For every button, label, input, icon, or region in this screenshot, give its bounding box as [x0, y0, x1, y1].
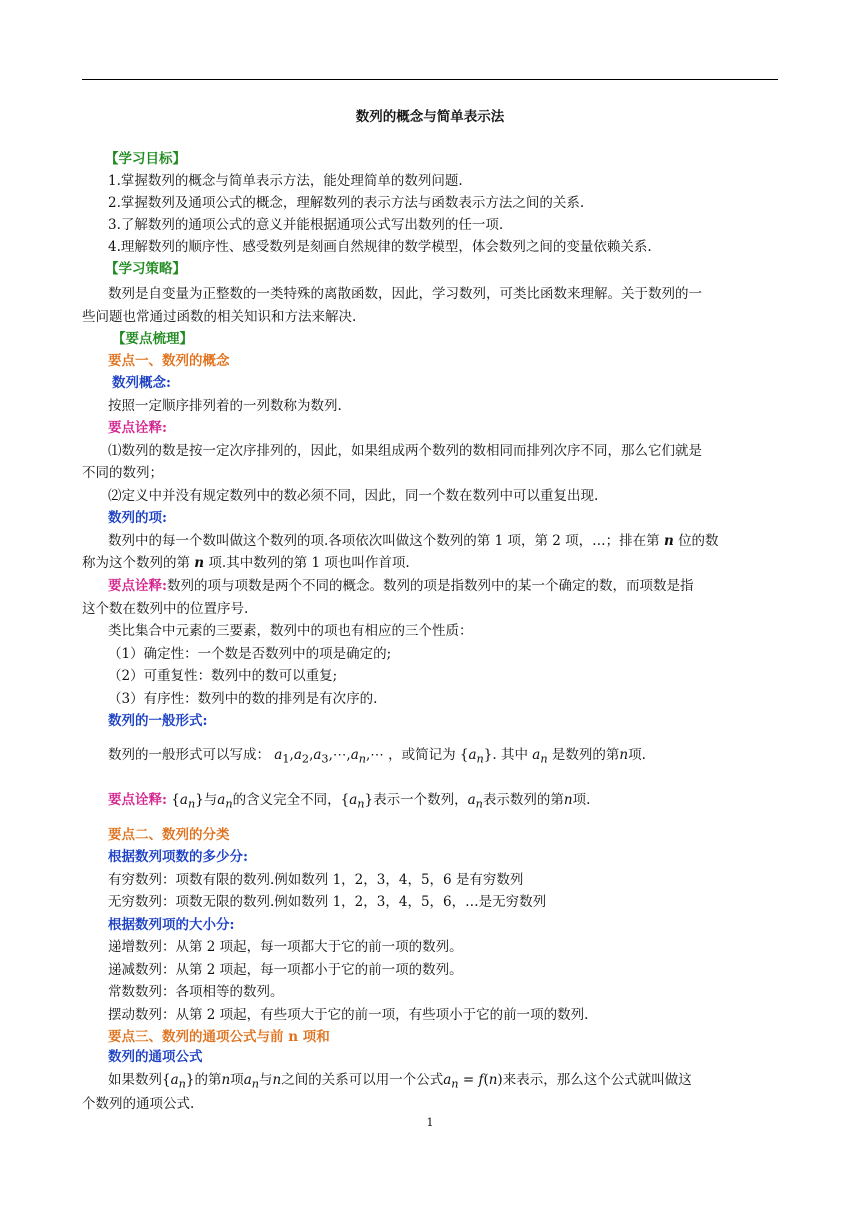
- analog-text: 类比集合中元素的三要素，数列中的项也有相应的三个性质：: [108, 623, 473, 639]
- heading-strategy: 【学习策略】: [105, 261, 186, 277]
- note-text: ⑵定义中并没有规定数列中的数必须不同，因此，同一个数在数列中可以重复出现.: [108, 488, 599, 504]
- constant-text: 常数数列：各项相等的数列。: [108, 984, 284, 1000]
- kp3-heading: 要点三、数列的通项公式与前 n 项和: [108, 1029, 330, 1045]
- property-item: （3）有序性：数列中的数的排列是有次序的.: [108, 691, 378, 707]
- general-term-text: 个数列的通项公式.: [82, 1096, 195, 1112]
- property-item: （1）确定性：一个数是否数列中的项是确定的;: [108, 646, 392, 662]
- infinite-text: 无穷数列：项数无限的数列.例如数列 1，2，3，4，5，6，…是无穷数列: [108, 894, 547, 910]
- goal-item: 3.了解数列的通项公式的意义并能根据通项公式写出数列的任一项.: [108, 217, 504, 233]
- concept-label: 数列概念:: [112, 375, 171, 391]
- decreasing-text: 递减数列：从第 2 项起，每一项都小于它的前一项的数列。: [108, 962, 463, 978]
- general-term-label: 数列的通项公式: [108, 1049, 203, 1065]
- oscillating-text: 摆动数列：从第 2 项起，有些项大于它的前一项，有些项小于它的前一项的数列.: [108, 1007, 589, 1023]
- finite-text: 有穷数列：项数有限的数列.例如数列 1，2，3，4，5，6 是有穷数列: [108, 872, 524, 888]
- note-text: 不同的数列；: [82, 465, 163, 481]
- general-term-text: 如果数列$\{a_n\}$的第n项$a_n$与n之间的关系可以用一个公式$a_n = f(n)$来表示，那么这个公式就叫做这: [108, 1072, 692, 1091]
- increasing-text: 递增数列：从第 2 项起，每一项都大于它的前一项的数列。: [108, 939, 463, 955]
- note3: 要点诠释:数列的项与项数是两个不同的概念。数列的项是指数列中的某一个确定的数，而项数是指: [108, 578, 694, 594]
- term-text: 数列中的每一个数叫做这个数列的项.各项依次叫做这个数列的第 1 项，第 2 项，…；排在第 n 位的数: [108, 533, 719, 549]
- strategy-text: 数列是自变量为正整数的一类特殊的离散函数，因此，学习数列，可类比函数来理解。关于数列的一: [108, 286, 702, 302]
- kp1-heading: 要点一、数列的概念: [108, 353, 230, 369]
- goal-item: 1.掌握数列的概念与简单表示方法，能处理简单的数列问题.: [108, 173, 463, 189]
- heading-keypoints: 【要点梳理】: [112, 331, 193, 347]
- strategy-text: 些问题也常通过函数的相关知识和方法来解决.: [82, 309, 357, 325]
- concept-text: 按照一定顺序排列着的一列数称为数列.: [108, 398, 342, 414]
- term-text: 称为这个数列的第 n 项.其中数列的第 1 项也叫作首项.: [82, 555, 410, 571]
- by-count-label: 根据数列项数的多少分:: [108, 849, 248, 865]
- note-label: 要点诠释:: [108, 420, 167, 436]
- heading-goals: 【学习目标】: [105, 151, 186, 167]
- general-label: 数列的一般形式:: [108, 713, 208, 729]
- note4: 要点诠释: $\{a_n\}$与$a_n$的含义完全不同，$\{a_n\}$表示一个数列，$a_n$表示数列的第n项.: [108, 792, 591, 811]
- term-label: 数列的项:: [108, 510, 167, 526]
- goal-item: 2.掌握数列及通项公式的概念，理解数列的表示方法与函数表示方法之间的关系.: [108, 195, 585, 211]
- goal-item: 4.理解数列的顺序性、感受数列是刻画自然规律的数学模型，体会数列之间的变量依赖关系.: [108, 239, 652, 255]
- property-item: （2）可重复性：数列中的数可以重复;: [108, 668, 338, 684]
- header-rule: [82, 79, 778, 80]
- general-form: 数列的一般形式可以写成： $a_1,a_2,a_3,\cdots,a_n,\cdots$ ，或简记为 $\{a_n\}$. 其中 $a_n$ 是数列的第n项.: [108, 747, 646, 766]
- by-size-label: 根据数列项的大小分:: [108, 917, 235, 933]
- note3-cont: 这个数在数列中的位置序号.: [82, 601, 249, 617]
- page-number: 1: [426, 1116, 434, 1129]
- page-title: 数列的概念与简单表示法: [355, 109, 505, 125]
- note-text: ⑴数列的数是按一定次序排列的，因此，如果组成两个数列的数相同而排列次序不同，那么它们就是: [108, 443, 702, 459]
- kp2-heading: 要点二、数列的分类: [108, 827, 230, 843]
